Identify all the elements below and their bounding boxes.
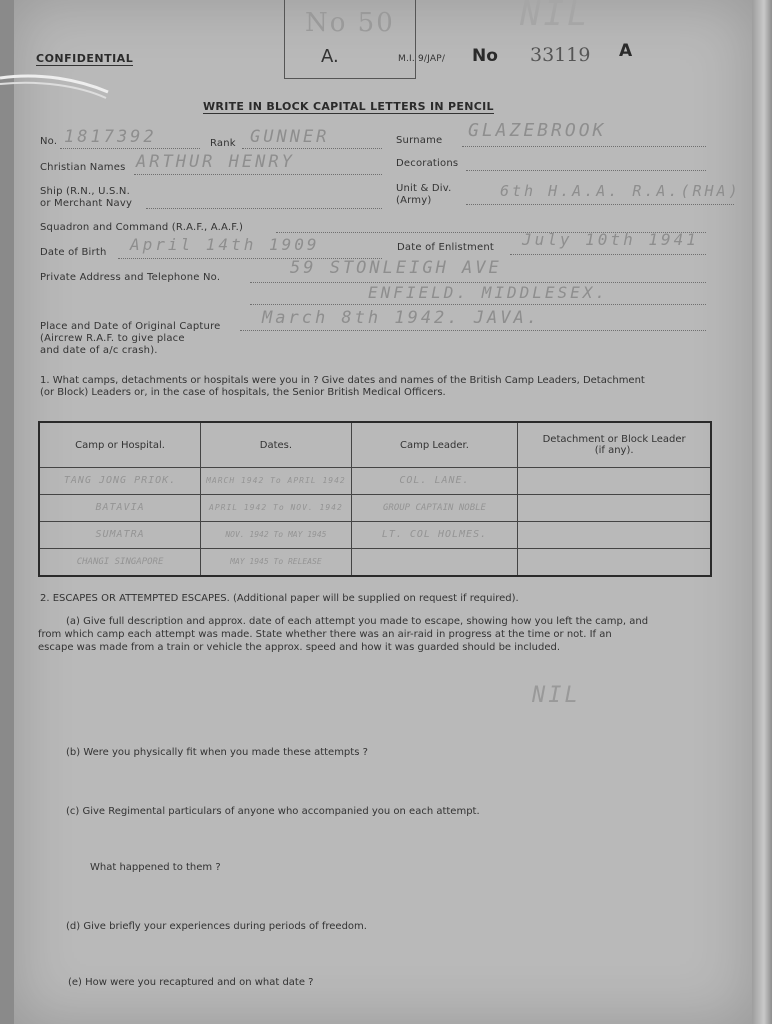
camps-table (38, 421, 712, 577)
dob-value: April 14th 1909 (130, 235, 320, 254)
table-cell: MARCH 1942 To APRIL 1942 (201, 468, 352, 495)
table-row (39, 494, 711, 521)
table-cell: APRIL 1942 To NOV. 1942 (201, 494, 352, 521)
enlistment-value: July 10th 1941 (522, 230, 699, 249)
form-suffix: A (619, 41, 633, 61)
surname-label: Surname (396, 135, 443, 146)
table-cell: LT. COL HOLMES. (351, 521, 518, 548)
question-2a-line-2: from which camp each attempt was made. State whether there was an air-raid in progress at the time or not. If an (38, 629, 612, 640)
capture-label-1: Place and Date of Original Capture (40, 321, 221, 332)
table-cell: NOV. 1942 To MAY 1945 (201, 521, 352, 548)
unit-label-1: Unit & Div. (396, 183, 452, 194)
enlistment-label: Date of Enlistment (397, 242, 494, 253)
question-2c-followup: What happened to them ? (90, 862, 221, 873)
address-line-1: 59 STONLEIGH AVE (290, 258, 502, 278)
question-1-line-1: 1. What camps, detachments or hospitals were you in ? Give dates and names of the British Camp Leaders, Detachment (40, 375, 645, 386)
capture-value: March 8th 1942. JAVA. (262, 308, 540, 328)
rank-label: Rank (210, 138, 236, 149)
question-1-line-2: (or Block) Leaders or, in the case of hospitals, the Senior British Medical Officers. (40, 387, 446, 398)
dob-label: Date of Birth (40, 247, 107, 258)
table-row (39, 521, 711, 548)
escape-answer: NIL (532, 683, 581, 708)
camps-table-header (39, 422, 711, 468)
table-cell: MAY 1945 To RELEASE (201, 548, 352, 576)
handwritten-top-note: NIL (520, 0, 591, 34)
table-cell: TANG JONG PRIOK. (39, 468, 201, 495)
ship-label-1: Ship (R.N., U.S.N. (40, 186, 130, 197)
table-cell (518, 494, 711, 521)
form-number: 33119 (530, 44, 591, 66)
form-title: WRITE IN BLOCK CAPITAL LETTERS IN PENCIL (203, 100, 494, 113)
rank-value: GUNNER (250, 127, 330, 147)
christian-names-label: Christian Names (40, 162, 126, 173)
address-line-2: ENFIELD. MIDDLESEX. (368, 283, 609, 302)
service-number-value: 1817392 (64, 127, 157, 147)
question-2c: (c) Give Regimental particulars of anyone who accompanied you on each attempt. (66, 806, 480, 817)
column-header: Camp Leader. (351, 422, 518, 468)
table-cell (351, 548, 518, 576)
table-cell: GROUP CAPTAIN NOBLE (351, 494, 518, 521)
table-row (39, 468, 711, 495)
ship-label-2: or Merchant Navy (40, 198, 133, 209)
unit-value: 6th H.A.A. R.A.(RHA) (500, 182, 741, 200)
table-cell: COL. LANE. (351, 468, 518, 495)
form-reference: M.I. 9/JAP/ (398, 54, 446, 64)
question-2e: (e) How were you recaptured and on what date ? (68, 977, 314, 988)
question-2b: (b) Were you physically fit when you made these attempts ? (66, 747, 368, 758)
column-header: Camp or Hospital. (39, 422, 201, 468)
block-letter: A. (321, 46, 339, 67)
column-header: Dates. (201, 422, 352, 468)
christian-names-value: ARTHUR HENRY (136, 152, 295, 172)
question-2-heading: 2. ESCAPES OR ATTEMPTED ESCAPES. (Additional paper will be supplied on request if required). (40, 593, 519, 604)
table-cell (518, 468, 711, 495)
tag-string (0, 70, 120, 110)
capture-label-2: (Aircrew R.A.F. to give place (40, 333, 185, 344)
capture-label-3: and date of a/c crash). (40, 345, 158, 356)
address-label: Private Address and Telephone No. (40, 272, 221, 283)
surname-value: GLAZEBROOK (468, 120, 607, 141)
block-stamp-box (284, 0, 416, 79)
question-2d: (d) Give briefly your experiences during periods of freedom. (66, 921, 367, 932)
confidential-label: CONFIDENTIAL (36, 52, 134, 65)
question-2a-line-3: escape was made from a train or vehicle the approx. speed and how it was guarded should be included. (38, 642, 561, 653)
question-2a-line-1: (a) Give full description and approx. date of each attempt you made to escape, showing how you left the camp, and (66, 616, 649, 627)
table-cell (518, 521, 711, 548)
decorations-label: Decorations (396, 158, 459, 169)
block-stamp: No 50 (305, 8, 395, 38)
table-cell: CHANGI SINGAPORE (39, 548, 201, 576)
unit-label-2: (Army) (396, 195, 432, 206)
service-number-label: No. (40, 136, 58, 147)
squadron-label: Squadron and Command (R.A.F., A.A.F.) (40, 222, 244, 233)
adjacent-page-edge (752, 0, 772, 1024)
column-header: Detachment or Block Leader (if any). (518, 422, 711, 468)
table-row (39, 548, 711, 576)
table-cell: BATAVIA (39, 494, 201, 521)
table-cell: SUMATRA (39, 521, 201, 548)
table-cell (518, 548, 711, 576)
number-label: No (472, 46, 498, 66)
